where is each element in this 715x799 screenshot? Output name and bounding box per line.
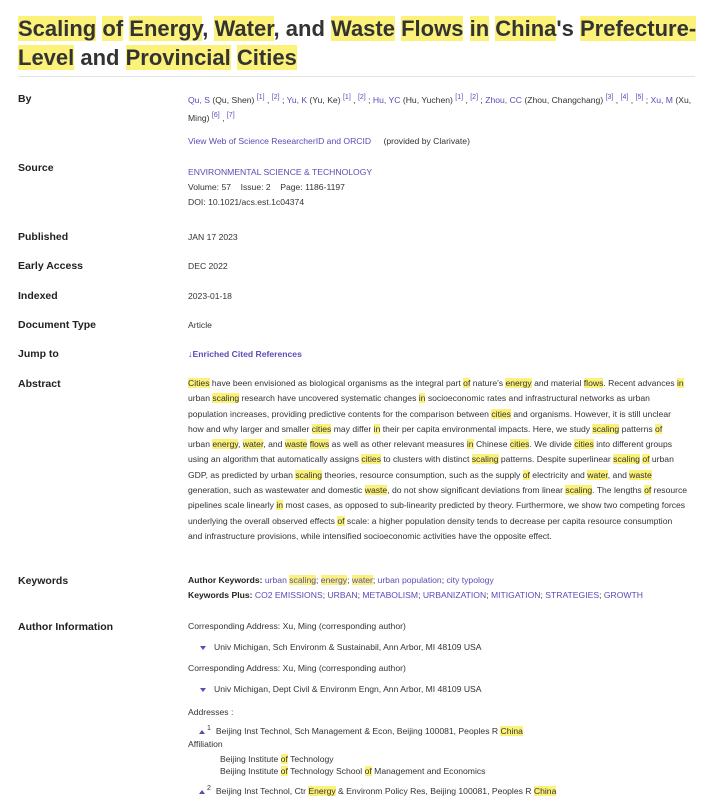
page-title: Scaling of Energy, Water, and Waste Flows in China's Prefecture- Level and Provincial Cities xyxy=(18,16,697,70)
early-access-value: DEC 2022 xyxy=(188,261,228,271)
author-ref[interactable]: [3] xyxy=(605,94,614,101)
author-link[interactable]: Xu, M xyxy=(650,94,673,105)
author-keyword-link[interactable]: urban population xyxy=(377,575,442,585)
label-author-information: Author Information xyxy=(18,621,114,633)
keywords-plus-list: CO2 EMISSIONS; URBAN; METABOLISM; URBANIZATION; MITIGATION; STRATEGIES; GROWTH xyxy=(254,590,643,600)
abstract-text xyxy=(188,376,698,544)
author-keyword-link[interactable]: energy xyxy=(320,575,348,585)
author-fullname: (Xu, Ming) xyxy=(188,94,692,123)
label-keywords: Keywords xyxy=(18,575,69,587)
author-ref[interactable]: [7] xyxy=(226,111,235,119)
issue-label: Issue: xyxy=(240,182,264,192)
author-link[interactable]: Hu, YC xyxy=(372,94,401,105)
keyword-plus-link[interactable]: URBAN xyxy=(327,590,358,600)
abstract-line: underlying the overall observed effects of scale: a higher population density tends to decrease per capita resource consumption xyxy=(188,515,673,526)
abstract-line: Cities have been envisioned as biological organisms as the integral part of nature's energy and material flows. Recent advances in xyxy=(188,378,684,388)
corr-address-1-detail[interactable] xyxy=(200,640,482,655)
label-document-type: Document Type xyxy=(18,319,96,331)
keyword-plus-link[interactable]: GROWTH xyxy=(603,590,643,600)
abstract-line: pipelines scale linearly in most cases, as opposed to sub-linearity predicted by theory. Furthermore, we show two competing forces xyxy=(188,500,686,511)
volume-value: 57 xyxy=(221,182,232,192)
abstract-line: generation, such as wastewater and domestic waste, do not show significant deviations from linear scaling. The lengths of resource xyxy=(188,485,688,496)
caret-up-icon[interactable] xyxy=(199,790,205,794)
indexed-value: 2023-01-18 xyxy=(188,291,232,301)
author-fullname: (Qu, Shen) xyxy=(212,94,255,105)
source-block xyxy=(188,165,372,210)
author-ref[interactable]: [1] xyxy=(455,94,464,101)
corr-address-2-detail[interactable] xyxy=(200,682,482,697)
author-keywords-list: urban scaling; energy; water; urban population; city typology xyxy=(264,575,494,585)
document-type-value: Article xyxy=(188,320,212,330)
addresses-label: Addresses : xyxy=(188,707,234,717)
label-jump-to: Jump to xyxy=(18,348,59,360)
keyword-plus-link[interactable]: URBANIZATION xyxy=(422,590,487,600)
keyword-plus-link[interactable]: STRATEGIES xyxy=(545,590,600,600)
label-published: Published xyxy=(18,231,69,243)
page-value: 1186-1197 xyxy=(305,182,345,192)
author-keyword-link[interactable]: water xyxy=(351,575,373,585)
corr-address-2: Corresponding Address: Xu, Ming (corresponding author) xyxy=(188,663,406,673)
author-fullname: (Zhou, Changchang) xyxy=(524,94,604,105)
abstract-line: population increases, providing predictive contents for the comparison between cities and organisms. However, it is still unclear xyxy=(188,408,671,419)
provided-by-text: (provided by Clarivate) xyxy=(383,136,470,146)
abstract-line: how and why larger and smaller cities may differ in their per capita environmental impacts. Here, we study scaling patterns of xyxy=(188,423,663,434)
author-link[interactable]: Yu, K xyxy=(286,94,308,105)
enriched-cited-references-link[interactable]: Enriched Cited References xyxy=(192,349,302,359)
label-early-access: Early Access xyxy=(18,260,83,272)
caret-down-icon[interactable] xyxy=(200,688,206,692)
keywords-block xyxy=(188,573,698,603)
abstract-line: urban scaling research have uncovered systematic changes in socioeconomic rates and infrastructural networks as urban xyxy=(188,393,650,404)
caret-down-icon[interactable] xyxy=(200,646,206,650)
corr-address-1-text: Univ Michigan, Sch Environm & Sustainabil, Ann Arbor, MI 48109 USA xyxy=(214,642,482,652)
keywords-plus-label: Keywords Plus: xyxy=(188,590,253,600)
keyword-plus-link[interactable]: METABOLISM xyxy=(362,590,419,600)
author-ref[interactable]: [1] xyxy=(342,94,351,101)
author-link[interactable]: Zhou, CC xyxy=(485,94,522,105)
abstract-line: urban energy, water, and waste flows as well as other relevant measures in Chinese cities. We divide cities into different groups xyxy=(188,439,673,450)
address-2-number: 2 xyxy=(207,785,211,792)
author-keyword-link[interactable]: urban scaling xyxy=(264,575,317,585)
label-by: By xyxy=(18,93,32,105)
affiliation-1: Beijing Institute of Technology xyxy=(220,754,334,764)
affiliation-label: Affiliation xyxy=(188,739,223,749)
author-ref[interactable]: [2] xyxy=(271,94,280,101)
author-keywords-label: Author Keywords: xyxy=(188,575,263,585)
author-fullname: (Yu, Ke) xyxy=(309,94,341,105)
page-label: Page: xyxy=(280,182,303,192)
author-keyword-link[interactable]: city typology xyxy=(446,575,494,585)
divider xyxy=(18,76,695,77)
abstract-line: using an algorithm that automatically assigns cities to clusters with distinct scaling patterns. Despite superlinear scaling of urban xyxy=(188,454,674,465)
journal-link[interactable]: ENVIRONMENTAL SCIENCE & TECHNOLOGY xyxy=(188,167,373,177)
author-ref[interactable]: [5] xyxy=(635,94,644,101)
author-ref[interactable]: [4] xyxy=(620,94,629,101)
address-2-text: Beijing Inst Technol, Ctr Energy & Environm Policy Res, Beijing 100081, Peoples R China xyxy=(215,785,557,796)
doi-value: 10.1021/acs.est.1c04374 xyxy=(208,197,305,207)
author-link[interactable]: Qu, S xyxy=(188,94,210,105)
address-2[interactable] xyxy=(199,781,556,799)
abstract-line: GDP, as predicted by urban scaling theories, resource consumption, such as the supply of electricity and water, and waste xyxy=(188,469,652,480)
authors-list: Qu, S (Qu, Shen) [1] , [2] ; Yu, K (Yu, Ke) [1] , [2] ; Hu, YC (Hu, Yuchen) [1] , [2] ; Zhou, CC (Zhou, Changchang) [3] , [4] , [5] ; Xu, M (Xu, Ming) [6] , [7] xyxy=(188,94,692,123)
published-value: JAN 17 2023 xyxy=(188,232,238,242)
researcher-row xyxy=(188,134,470,149)
author-fullname: (Hu, Yuchen) xyxy=(402,94,453,105)
label-abstract: Abstract xyxy=(18,378,61,390)
keyword-plus-link[interactable]: MITIGATION xyxy=(490,590,541,600)
caret-up-icon[interactable] xyxy=(199,730,205,734)
author-ref[interactable]: [6] xyxy=(211,111,220,119)
address-1-number: 1 xyxy=(207,725,211,732)
arrow-down-icon: ↓ xyxy=(188,349,193,359)
abstract-line: and infrastructure provisions, while intensified socioeconomic activities have the opposite effect. xyxy=(188,530,552,541)
address-1[interactable] xyxy=(199,721,523,739)
corr-address-1: Corresponding Address: Xu, Ming (corresponding author) xyxy=(188,621,406,631)
author-ref[interactable]: [1] xyxy=(256,94,265,101)
issue-value: 2 xyxy=(265,182,271,192)
address-1-text: Beijing Inst Technol, Sch Management & Econ, Beijing 100081, Peoples R China xyxy=(215,725,523,736)
keyword-plus-link[interactable]: CO2 EMISSIONS xyxy=(254,590,323,600)
author-ref[interactable]: [2] xyxy=(470,94,479,101)
affiliation-2: Beijing Institute of Technology School of Management and Economics xyxy=(220,766,486,776)
author-ref[interactable]: [2] xyxy=(357,94,366,101)
corr-address-2-text: Univ Michigan, Dept Civil & Environm Engn, Ann Arbor, MI 48109 USA xyxy=(214,684,482,694)
label-source: Source xyxy=(18,162,54,174)
jump-to-link[interactable] xyxy=(188,347,302,362)
doi-label: DOI: xyxy=(188,197,206,207)
volume-label: Volume: xyxy=(188,182,220,192)
label-indexed: Indexed xyxy=(18,290,58,302)
researcher-id-link[interactable]: View Web of Science ResearcherID and ORCID xyxy=(188,136,372,146)
